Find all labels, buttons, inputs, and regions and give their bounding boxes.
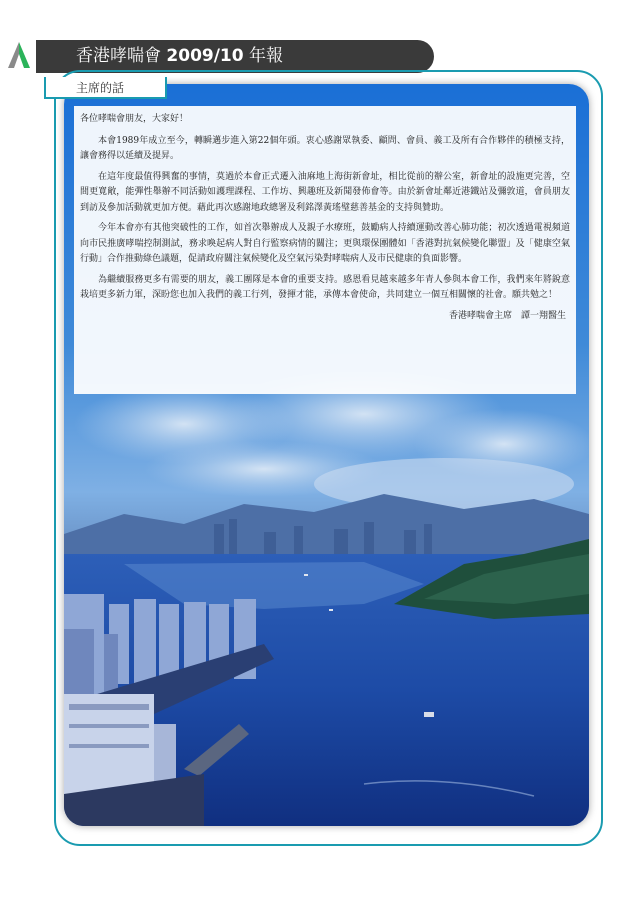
section-label: 主席的話 xyxy=(44,77,167,99)
letter-signature: 香港哮喘會主席 譚一翔醫生 xyxy=(448,310,566,321)
letter-paragraph: 本會1989年成立至今，轉瞬邁步進入第22個年頭。衷心感謝眾執委、顧問、會員、義工及所有合作夥伴的積極支持，讓會務得以延續及提昇。 xyxy=(80,135,570,161)
letter-paragraph: 在這年度最值得興奮的事情，莫過於本會正式遷入油麻地上海街新會址，相比從前的辦公室，新會址的設施更完善，空間更寬敞，能彈性舉辦不同活動如護理課程、工作坊、興趣班及新聞發佈會等。由於新會址鄰近港鐵站及彌敦道，會員朋友到訪及參加活動就更加方便。藉此再次感謝地政總署及利銘澤黃瑤璧慈善基金的支持與贊助。 xyxy=(80,171,570,213)
report-title-year: 2009/10 xyxy=(166,46,244,66)
letter-paragraph: 今年本會亦有其他突破性的工作，如首次舉辦成人及親子水療班，鼓勵病人持續運動改善心肺功能；初次透過電視頻道向市民推廣哮喘控制測試，務求喚起病人對自行監察病情的關注；更與環保團體如「香港對抗氣候變化聯盟」及「健康空氣行動」合作推動綠色議題，促請政府關注氣候變化及空氣污染對哮喘病人及市民健康的負面影響。 xyxy=(80,223,570,264)
report-title-prefix: 香港哮喘會 xyxy=(76,46,167,66)
letter-paragraph: 為繼續服務更多有需要的朋友，義工團隊是本會的重要支持。感恩看見越來越多年青人參與本會工作，我們來年將銳意栽培更多新力軍，深盼您也加入我們的義工行列，發揮才能，承傳本會使命，共同建立一個互相關懷的社會。願共勉之！ xyxy=(80,274,570,300)
report-title-bar xyxy=(36,40,434,73)
report-title-suffix: 年報 xyxy=(243,46,283,66)
letter-greeting: 各位哮喘會朋友，大家好！ xyxy=(80,114,189,124)
chairman-letter xyxy=(74,106,576,394)
association-logo-icon xyxy=(6,40,32,70)
